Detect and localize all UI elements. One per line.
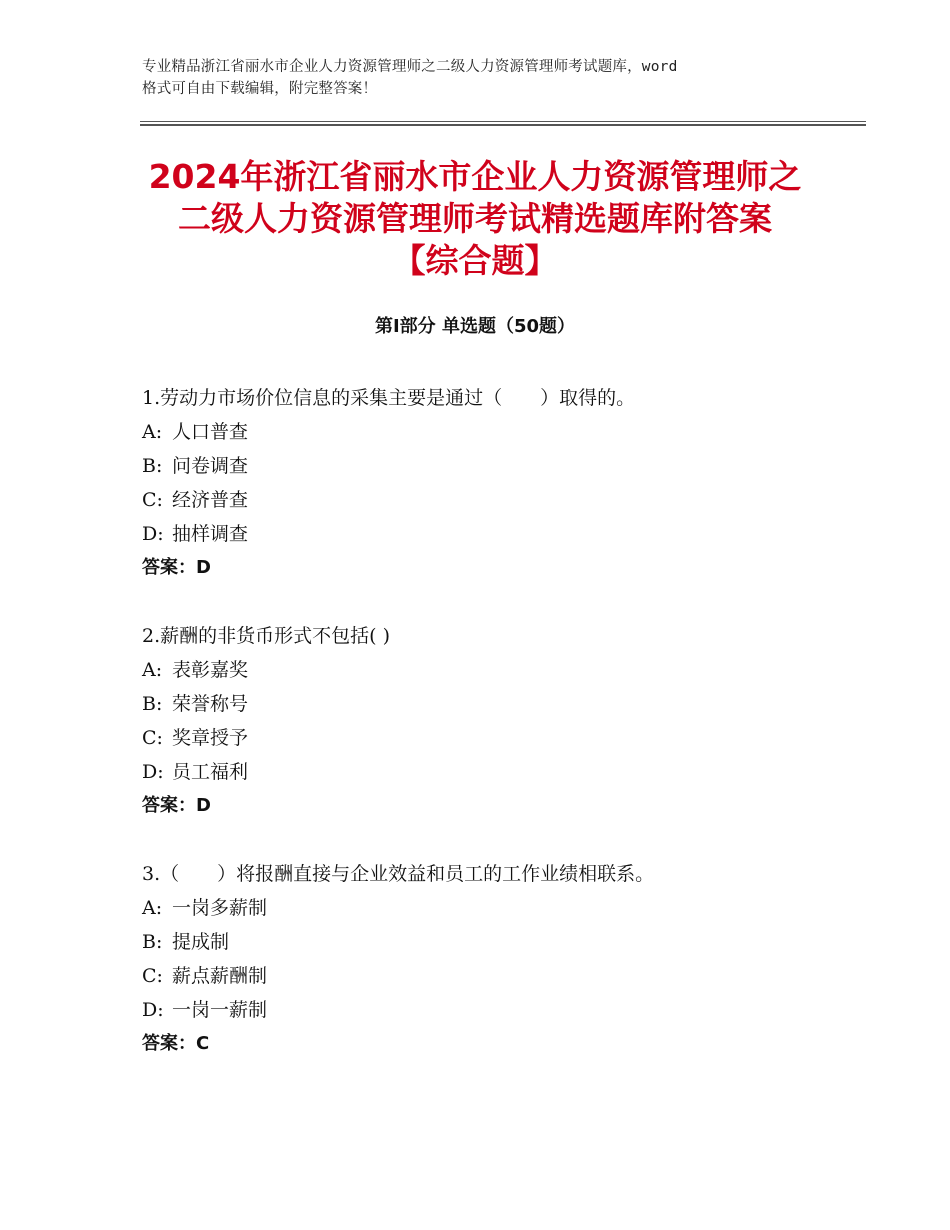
option-letter: B: [142,931,163,953]
option-letter: C: [142,965,163,987]
option-a [142,653,862,687]
option-text: 表彰嘉奖 [172,659,249,681]
document-title [100,156,850,282]
option-text: 荣誉称号 [172,693,249,715]
option-d [142,755,862,789]
option-c [142,483,862,517]
section-title: 第Ⅰ部分 单选题（50题） [374,316,575,337]
option-text: 经济普查 [172,489,249,511]
document-title-line-2: 二级人力资源管理师考试精选题库附答案 [178,199,772,238]
option-b [142,449,862,483]
option-letter: C: [142,727,163,749]
question-2 [142,619,862,823]
option-letter: B: [142,455,163,477]
option-d [142,993,862,1027]
header-note [142,56,832,100]
option-d [142,517,862,551]
option-letter: C: [142,489,163,511]
question-stem: 1.劳动力市场价位信息的采集主要是通过（ ）取得的。 [142,387,636,409]
document-title-line-3: 【综合题】 [392,241,558,280]
option-c [142,721,862,755]
header-note-line-1: 专业精品浙江省丽水市企业人力资源管理师之二级人力资源管理师考试题库，word [142,59,678,75]
question-list [142,381,862,1095]
option-text: 奖章授予 [172,727,249,749]
option-b [142,687,862,721]
header-note-line-2: 格式可自由下载编辑，附完整答案！ [142,81,378,97]
option-letter: D: [142,523,164,545]
option-text: 员工福利 [172,761,249,783]
answer: 答案：D [142,557,211,578]
option-text: 一岗多薪制 [172,897,268,919]
question-3 [142,857,862,1061]
header-divider-thick [140,124,866,126]
option-text: 抽样调查 [172,523,249,545]
option-letter: A: [142,897,163,919]
document-title-line-1: 2024年浙江省丽水市企业人力资源管理师之 [148,157,802,196]
option-letter: D: [142,999,164,1021]
option-text: 提成制 [172,931,230,953]
option-text: 薪点薪酬制 [172,965,268,987]
option-c [142,959,862,993]
option-b [142,925,862,959]
option-text: 问卷调查 [172,455,249,477]
question-stem: 2.薪酬的非货币形式不包括( ) [142,625,390,647]
answer: 答案：C [142,1033,210,1054]
header-divider-thin [140,121,866,122]
question-stem: 3.（ ）将报酬直接与企业效益和员工的工作业绩相联系。 [142,863,655,885]
option-a [142,415,862,449]
answer: 答案：D [142,795,211,816]
option-text: 人口普查 [172,421,249,443]
question-1 [142,381,862,585]
option-letter: A: [142,659,163,681]
option-letter: D: [142,761,164,783]
option-text: 一岗一薪制 [172,999,268,1021]
option-letter: A: [142,421,163,443]
option-letter: B: [142,693,163,715]
option-a [142,891,862,925]
